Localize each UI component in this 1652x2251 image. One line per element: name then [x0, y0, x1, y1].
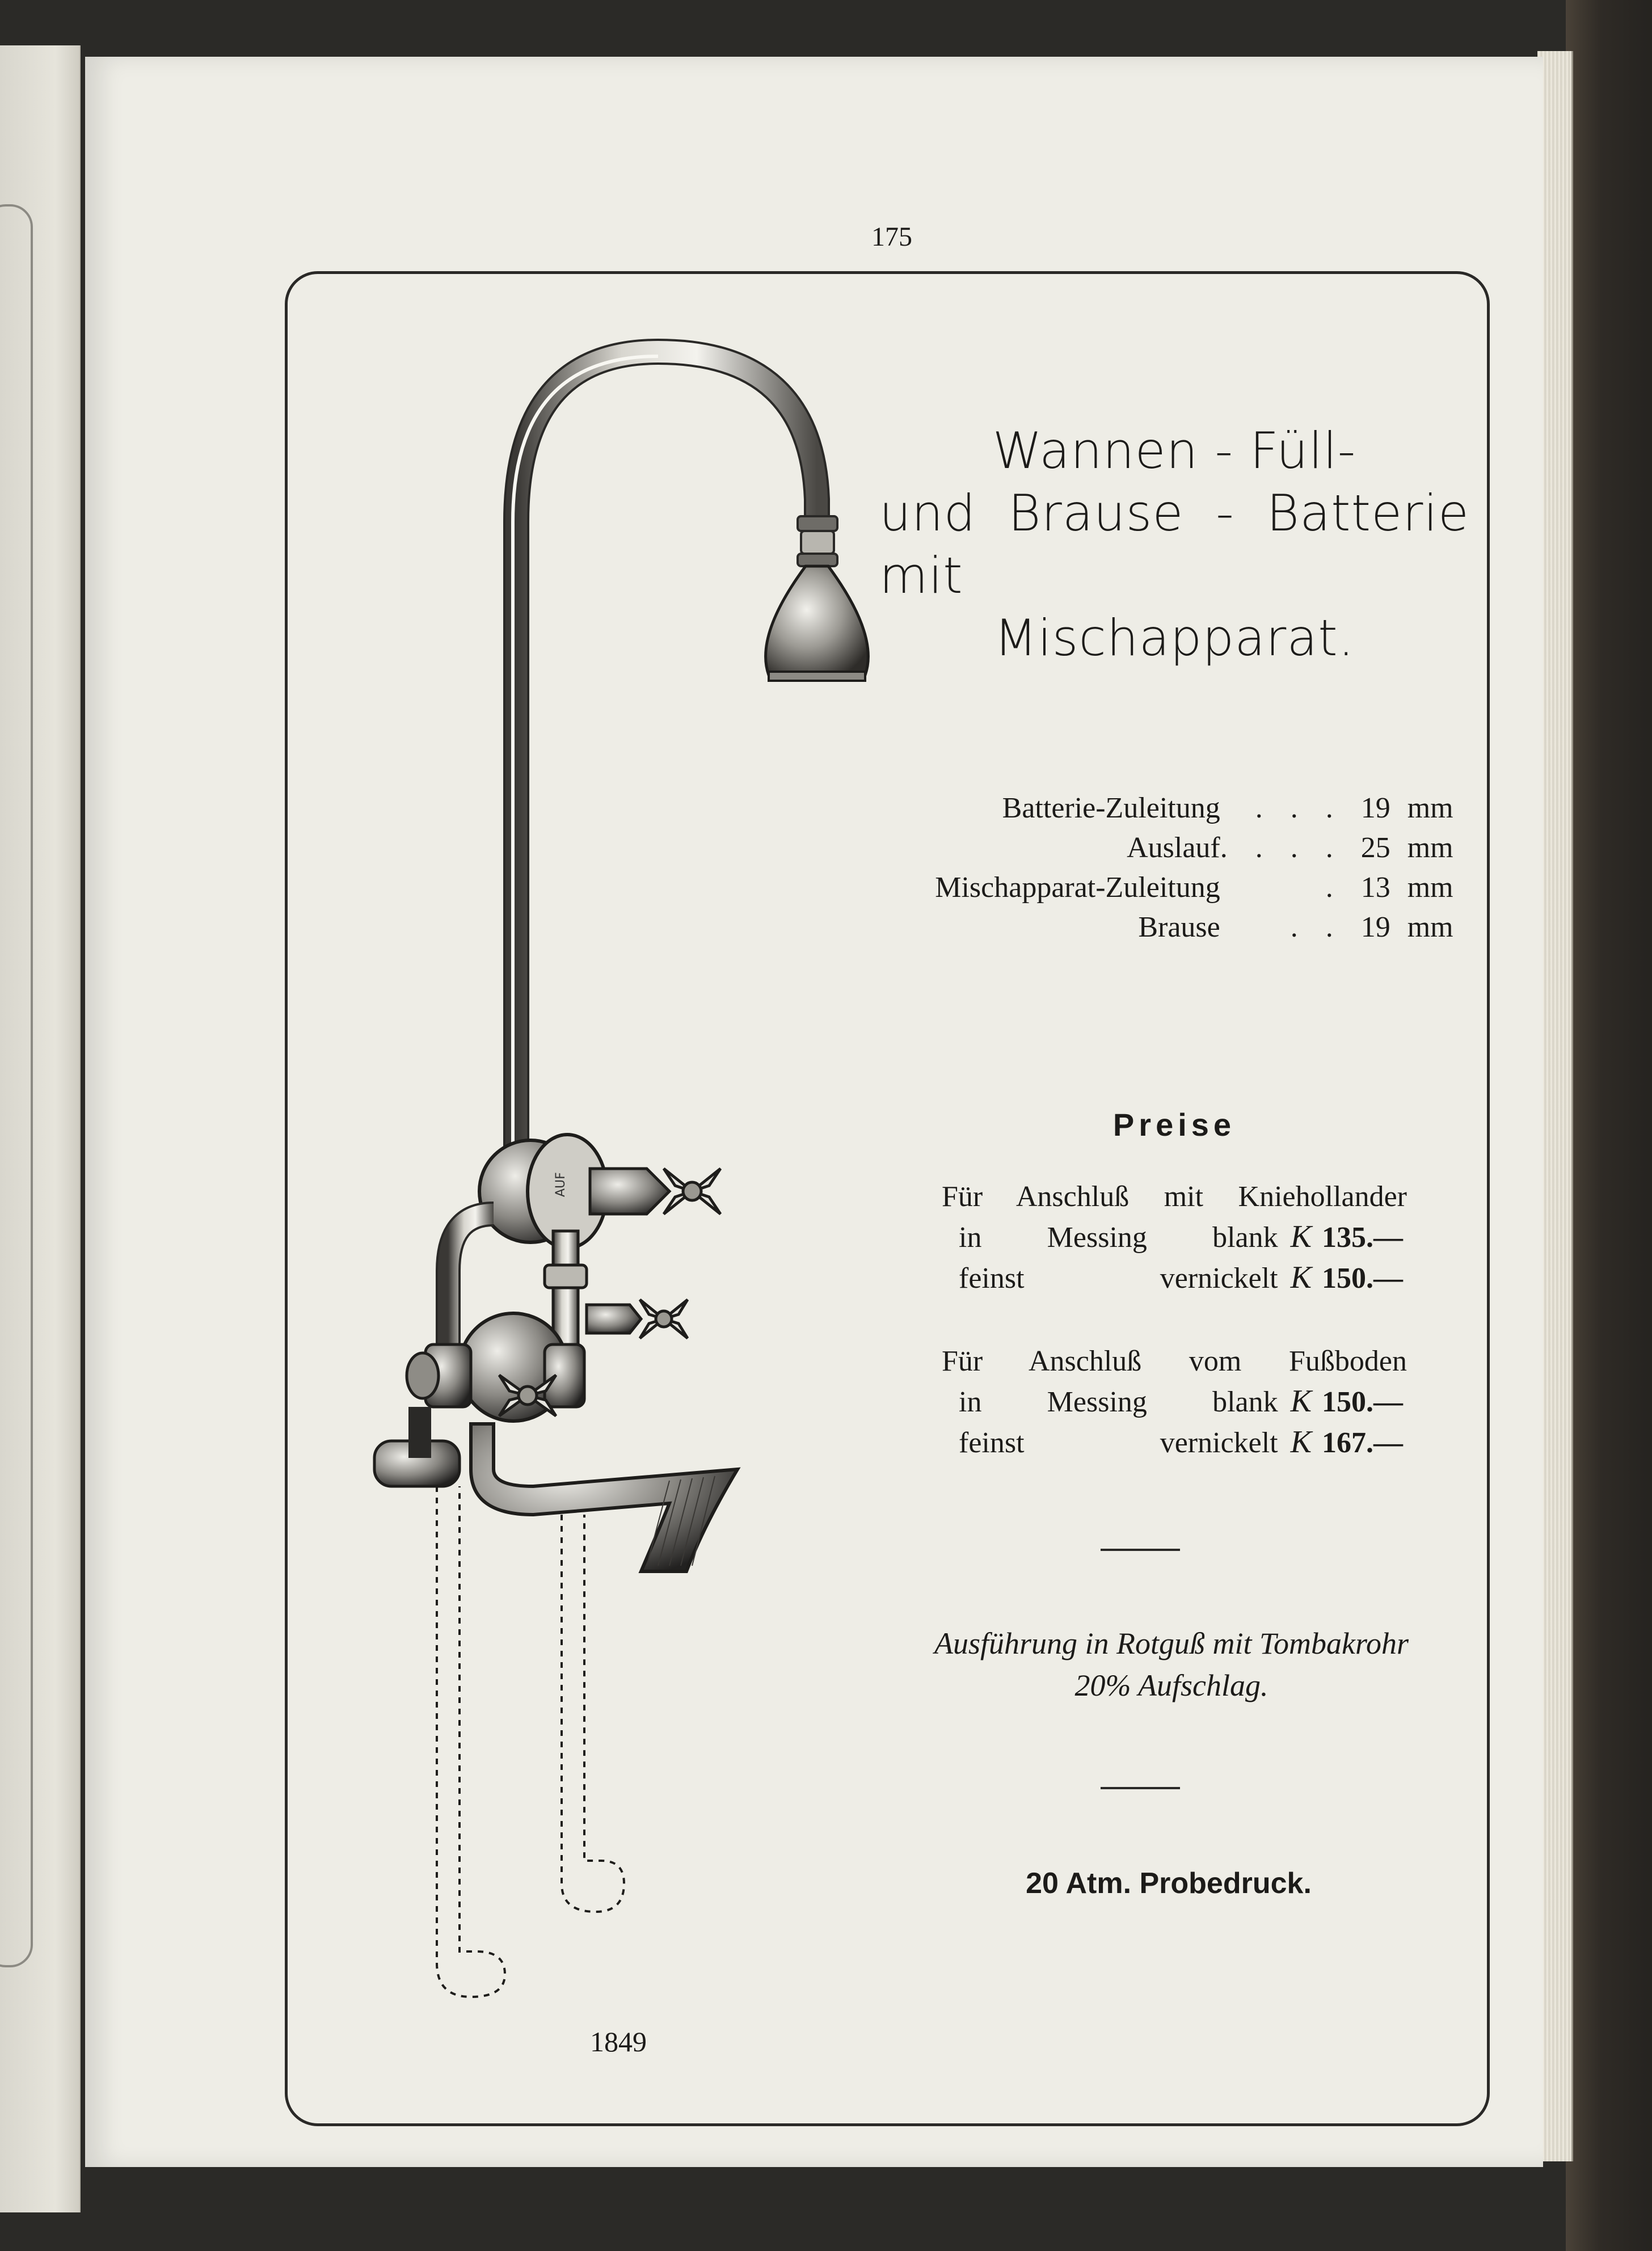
title-line-3: Mischapparat.: [994, 609, 1355, 667]
spec-name: Brause: [1138, 911, 1220, 943]
price-amount: 150.—: [1322, 1386, 1403, 1418]
spec-table: [913, 789, 1458, 947]
spec-value: 19: [1360, 792, 1390, 824]
price-amount: 150.—: [1322, 1262, 1403, 1295]
previous-page-frame: [0, 204, 33, 1967]
section-divider: [1101, 1549, 1180, 1551]
price-group-heading: Für Anschluß vom Fußboden: [942, 1345, 1407, 1377]
spec-value: 13: [1360, 871, 1390, 904]
spec-name: Auslauf: [1127, 832, 1220, 864]
currency-symbol: K: [1290, 1384, 1312, 1419]
spec-row: [913, 828, 1458, 868]
spec-row: [913, 868, 1458, 908]
spec-leader: . .: [1290, 911, 1343, 943]
product-title: [879, 420, 1469, 669]
previous-page-edge: [0, 45, 81, 2212]
spec-unit: mm: [1407, 832, 1453, 864]
spec-unit: mm: [1407, 911, 1453, 943]
note-line-2: 20% Aufschlag.: [1074, 1668, 1268, 1702]
spec-leader: .: [1325, 871, 1343, 904]
price-row: [942, 1217, 1407, 1258]
spec-unit: mm: [1407, 871, 1453, 904]
title-line-1: Wannen - Füll-: [992, 421, 1356, 480]
title-line-2: und Brause - Batterie mit: [879, 484, 1469, 605]
price-group-heading: Für Anschluß mit Kniehollander: [942, 1181, 1407, 1213]
currency-symbol: K: [1290, 1219, 1312, 1254]
price-group-floor: [942, 1342, 1407, 1463]
svg-text:AUF: AUF: [554, 1172, 568, 1197]
test-pressure: 20 Atm. Probedruck.: [1026, 1867, 1312, 1900]
price-row: [942, 1258, 1407, 1299]
spec-name: Mischapparat-Zuleitung: [935, 871, 1220, 904]
model-number: 1849: [590, 2026, 647, 2058]
prices-heading: Preise: [1112, 1107, 1236, 1143]
currency-symbol: K: [1290, 1260, 1312, 1295]
book-binding: [1566, 0, 1652, 2251]
price-label: in Messing blank: [959, 1221, 1278, 1254]
price-label: feinst vernickelt: [959, 1427, 1278, 1459]
spec-name: Batterie-Zuleitung: [1002, 792, 1220, 824]
price-group-knee: [942, 1177, 1407, 1299]
price-label: feinst vernickelt: [959, 1262, 1278, 1295]
spec-row: [913, 908, 1458, 947]
material-note: [868, 1622, 1475, 1706]
price-row: [942, 1422, 1407, 1463]
faucet-illustration: [306, 329, 896, 2025]
note-line-1: Ausführung in Rotguß mit Tombakrohr: [934, 1626, 1409, 1660]
spec-leader: . . . .: [1220, 832, 1343, 864]
price-amount: 167.—: [1322, 1427, 1403, 1459]
spec-value: 25: [1360, 832, 1390, 864]
price-row: [942, 1381, 1407, 1422]
price-label: in Messing blank: [959, 1386, 1278, 1418]
section-divider: [1101, 1787, 1180, 1789]
price-amount: 135.—: [1322, 1221, 1403, 1254]
catalog-page: [85, 57, 1543, 2167]
spec-unit: mm: [1407, 792, 1453, 824]
spec-row: [913, 789, 1458, 828]
spec-value: 19: [1360, 911, 1390, 943]
page-number: 175: [871, 222, 912, 252]
spec-leader: . . .: [1255, 792, 1343, 824]
currency-symbol: K: [1290, 1424, 1312, 1460]
